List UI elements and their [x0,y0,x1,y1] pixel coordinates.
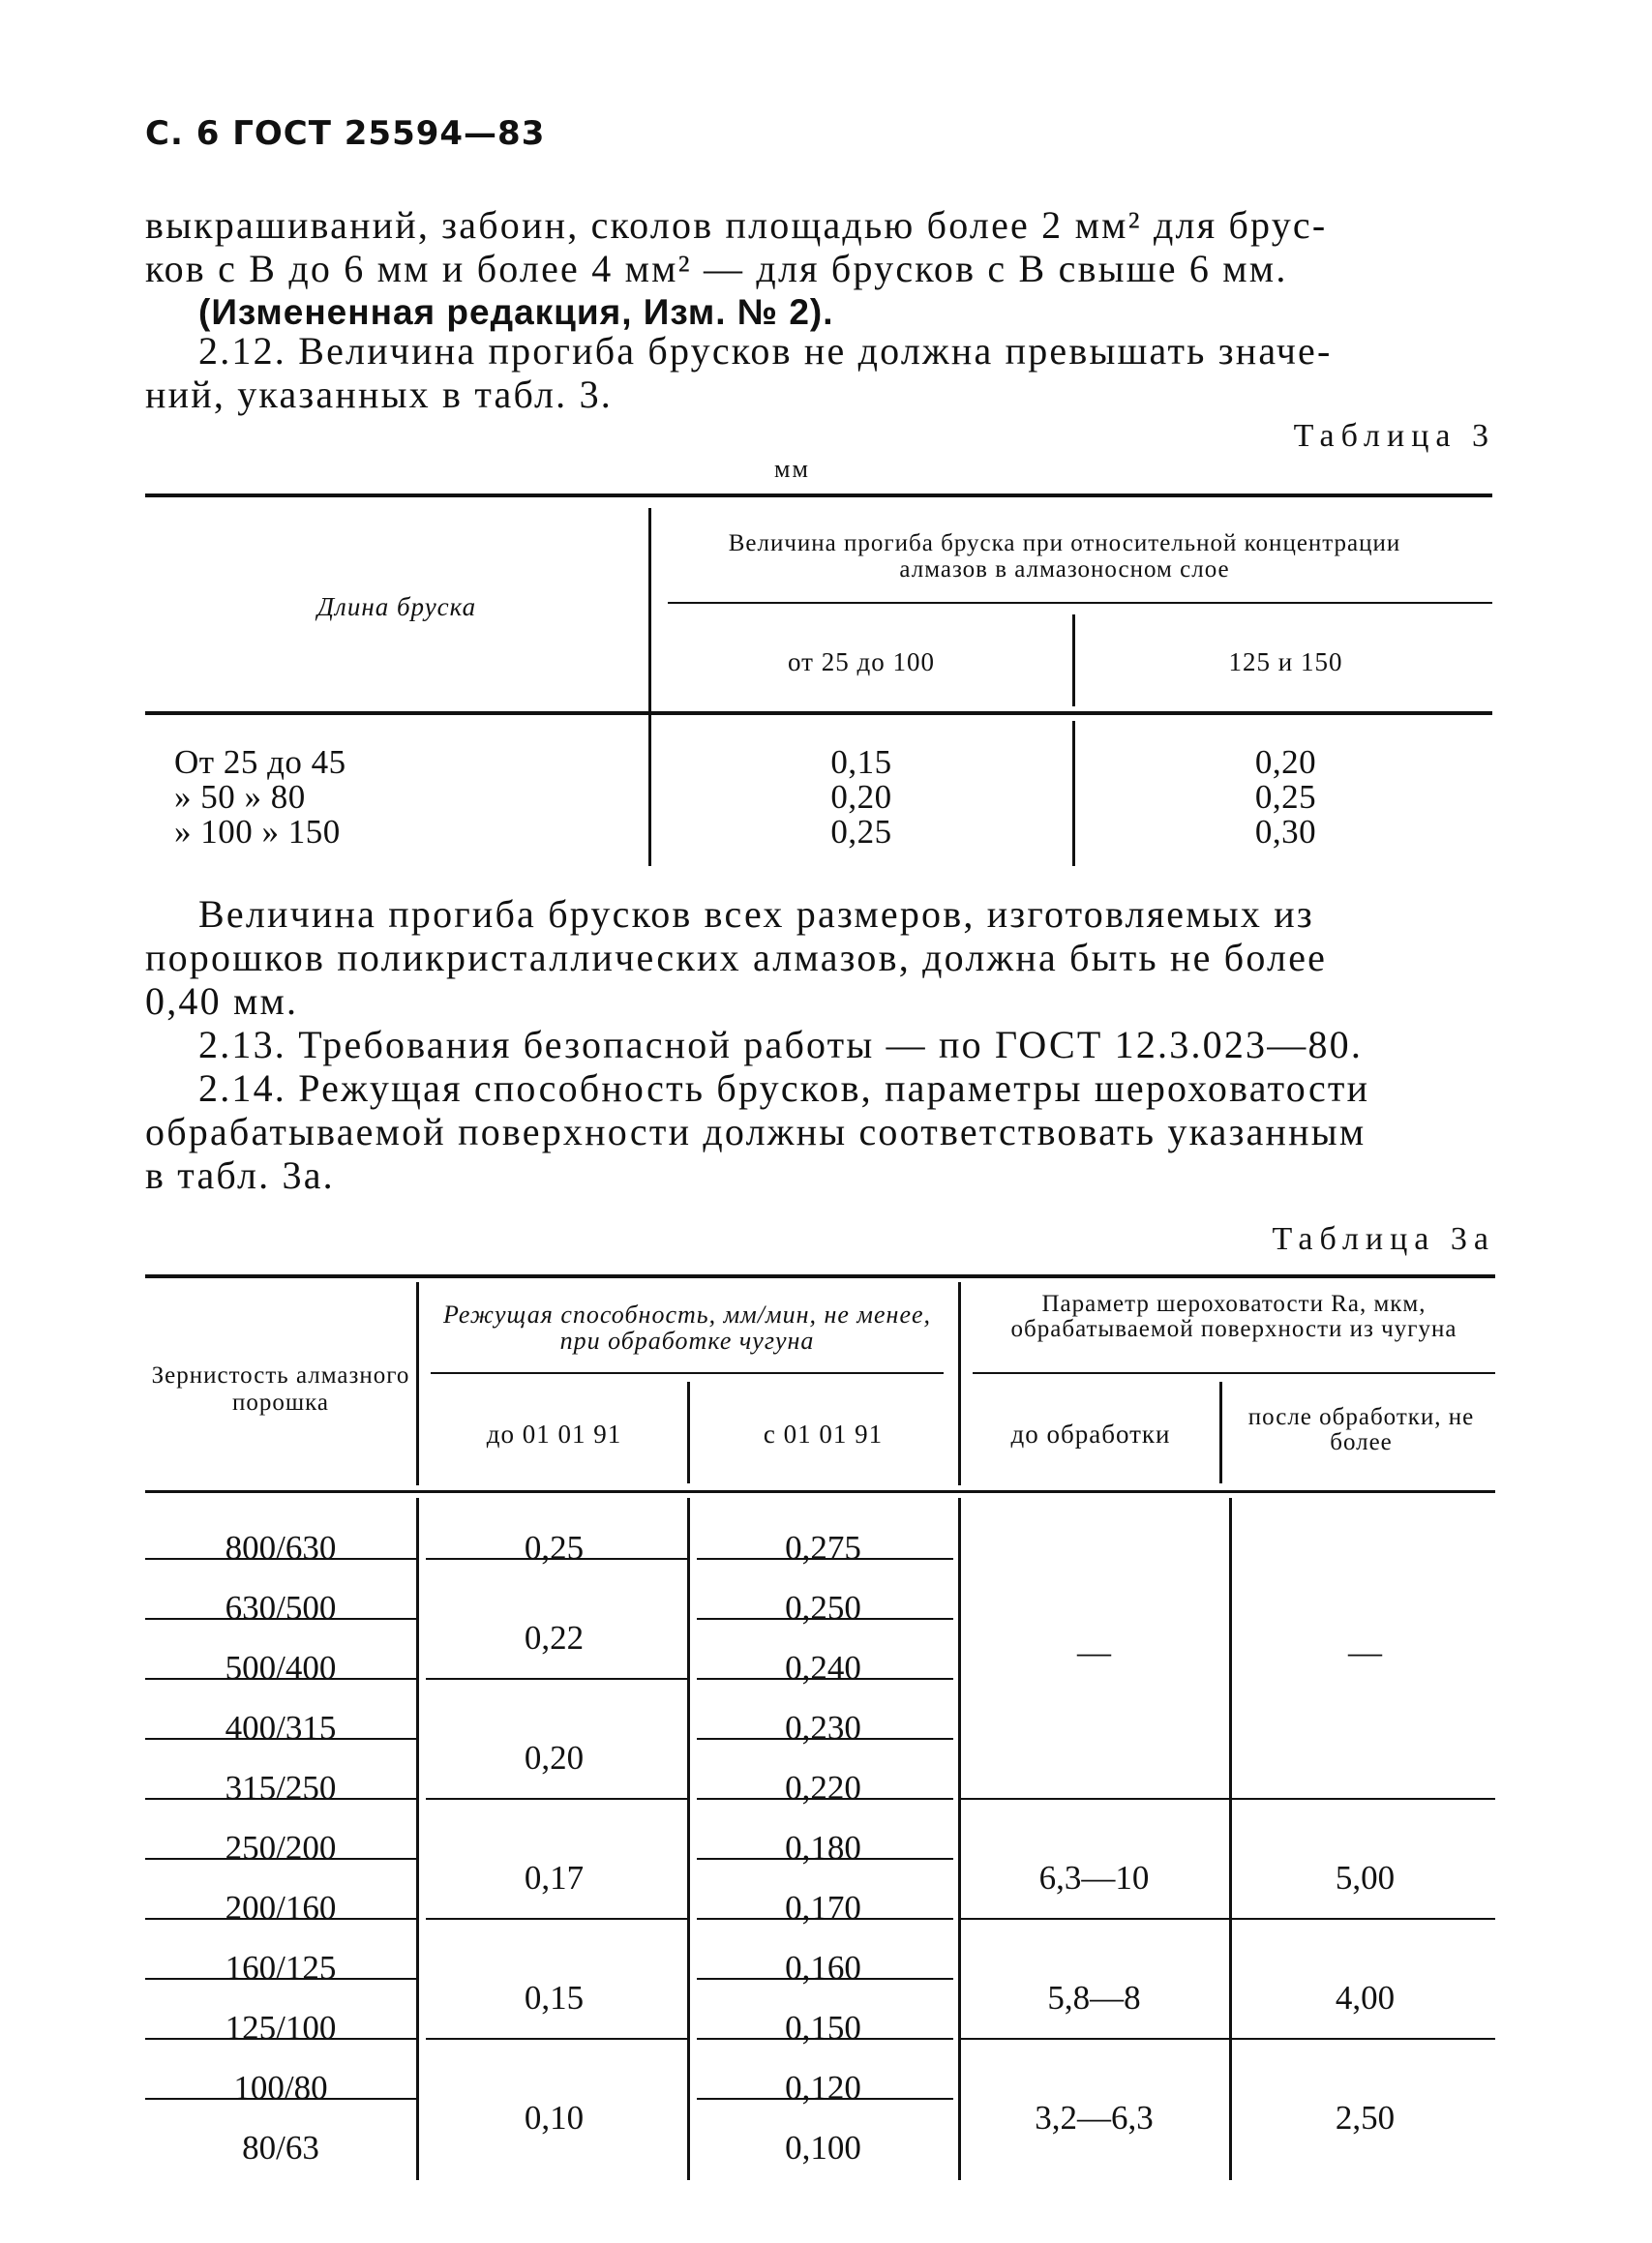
table3a-ra-rule [960,1918,1495,1920]
table3-value-cell: 0,15 [830,743,892,781]
text-line: 2.14. Режущая способность брусков, параметры шероховатости [198,1066,1370,1110]
table3-unit: мм [774,455,810,483]
table3-col-divider [648,508,651,866]
table3a-top-rule [145,1274,1495,1278]
grain-cell: 200/160 [225,1889,337,1927]
table3-top-rule [145,493,1492,497]
table3a-ra-rule [960,1798,1495,1800]
cutting-after-cell: 0,120 [785,2069,861,2107]
table3a-body-divider [1229,1498,1232,2180]
text-line: выкрашиваний, забоин, сколов площадью более 2 мм² для брус- [145,203,1328,247]
table3-length-cell: От 25 до 45 [174,743,346,781]
table3a-group-rule [426,2038,687,2040]
table3a-subheader: после обработки, не более [1247,1404,1475,1455]
table3a-subheader: до 01 01 91 [486,1420,622,1449]
table3-length-header: Длина бруска [316,592,477,621]
table3a-subcol-divider [1219,1382,1222,1483]
cutting-after-cell: 0,230 [785,1709,861,1747]
cutting-after-cell: 0,250 [785,1589,861,1627]
table3a-group1-rule [431,1372,944,1374]
table3-length-cell: » 100 » 150 [174,813,341,851]
cutting-after-cell: 0,220 [785,1769,861,1807]
ra-after-cell: — [1348,1633,1382,1671]
text-line: 2.12. Величина прогиба брусков не должна превышать значе- [198,329,1333,373]
paragraph-2-13 [145,1023,1492,1066]
table3a-body-divider [416,1498,419,2180]
grain-cell: 100/80 [233,2069,328,2107]
cutting-before-cell: 0,20 [524,1739,585,1777]
text-line: обрабатываемой поверхности должны соответствовать указанным [145,1110,1367,1153]
cutting-before-cell: 0,25 [524,1529,585,1567]
ra-before-cell: — [1077,1633,1111,1671]
cutting-before-cell: 0,15 [524,1979,585,2017]
ra-after-cell: 4,00 [1335,1979,1396,2017]
table3-value-cell: 0,25 [1254,778,1317,816]
table3a-body-divider [958,1498,961,2180]
table3a-ra-rule [960,2038,1495,2040]
ra-before-cell: 5,8—8 [1047,1979,1141,2017]
table3-header-rule [145,711,1492,715]
table3a-col-divider [416,1282,419,1485]
grain-cell: 315/250 [225,1769,337,1807]
grain-cell: 630/500 [225,1589,337,1627]
grain-cell: 250/200 [225,1829,337,1867]
paragraph-2-12 [145,329,1492,416]
cutting-after-cell: 0,100 [785,2129,861,2167]
cutting-before-cell: 0,22 [524,1619,585,1657]
table3a-subheader: до обработки [1010,1420,1171,1449]
grain-cell: 125/100 [225,2009,337,2047]
table3-subcol-divider-body [1072,721,1075,866]
cutting-after-cell: 0,170 [785,1889,861,1927]
table3a-group-rule [426,1918,687,1920]
table3-value-cell: 0,30 [1254,813,1317,851]
cutting-after-cell: 0,180 [785,1829,861,1867]
paragraph-2-14 [145,1066,1492,1197]
table3a-subheader: с 01 01 91 [763,1420,884,1449]
cutting-after-cell: 0,275 [785,1529,861,1567]
cutting-before-cell: 0,17 [524,1859,585,1897]
ra-after-cell: 5,00 [1335,1859,1396,1897]
table3-subheader-1: от 25 до 100 [788,647,935,676]
table3-caption: Таблица 3 [1293,418,1495,454]
amendment-note: (Измененная редакция, Изм. № 2). [198,292,834,332]
text-line: 0,40 мм. [145,979,299,1023]
text-line: ний, указанных в табл. 3. [145,373,613,416]
cutting-after-cell: 0,150 [785,2009,861,2047]
table3-subheader-2: 125 и 150 [1228,647,1343,676]
intro-paragraph [145,203,1492,334]
table3a-grain-header: Зернистость алмазного порошка [151,1362,410,1416]
cutting-after-cell: 0,240 [785,1649,861,1687]
text-line: в табл. 3а. [145,1153,335,1197]
table3a-body-divider [687,1498,690,2180]
table3a-subcol-divider [687,1382,690,1483]
grain-cell: 400/315 [225,1709,337,1747]
table3a-group-rule [426,1678,687,1680]
grain-cell: 500/400 [225,1649,337,1687]
cutting-before-cell: 0,10 [524,2099,585,2137]
table3-group-rule [668,602,1492,604]
grain-cell: 800/630 [225,1529,337,1567]
table3a-cutting-header: Режущая способность, мм/мин, не менее, при обработке чугуна [442,1301,932,1355]
table3a-group2-rule [973,1372,1495,1374]
text-line: Величина прогиба брусков всех размеров, изготовляемых из [198,892,1314,936]
text-line: ков с В до 6 мм и более 4 мм² — для брусков с В свыше 6 мм. [145,247,1288,290]
table3-subcol-divider [1072,614,1075,706]
table3a-header-rule [145,1490,1495,1493]
table3a-caption: Таблица 3а [1272,1221,1495,1257]
ra-before-cell: 3,2—6,3 [1035,2099,1154,2137]
text-line: 2.13. Требования безопасной работы — по ГОСТ 12.3.023—80. [198,1023,1364,1066]
text-line: порошков поликристаллических алмазов, должна быть не более [145,936,1328,979]
page-header: С. 6 ГОСТ 25594—83 [145,114,546,153]
table3-length-cell: » 50 » 80 [174,778,306,816]
grain-cell: 160/125 [225,1949,337,1987]
table3-value-cell: 0,25 [830,813,892,851]
cutting-after-cell: 0,160 [785,1949,861,1987]
table3a-col-divider [958,1282,961,1485]
ra-before-cell: 6,3—10 [1038,1859,1150,1897]
paragraph-after-table3 [145,892,1492,1023]
table3a-roughness-header: Параметр шероховатости Ra, мкм, обрабатываемой поверхности из чугуна [1010,1291,1457,1342]
table3-value-cell: 0,20 [830,778,892,816]
table3-group-header: Величина прогиба бруска при относительной концентрации алмазов в алмазоносном слое [728,530,1401,583]
grain-cell: 80/63 [242,2129,319,2167]
table3-value-cell: 0,20 [1254,743,1317,781]
ra-after-cell: 2,50 [1335,2099,1396,2137]
table3a-group-rule [426,1798,687,1800]
